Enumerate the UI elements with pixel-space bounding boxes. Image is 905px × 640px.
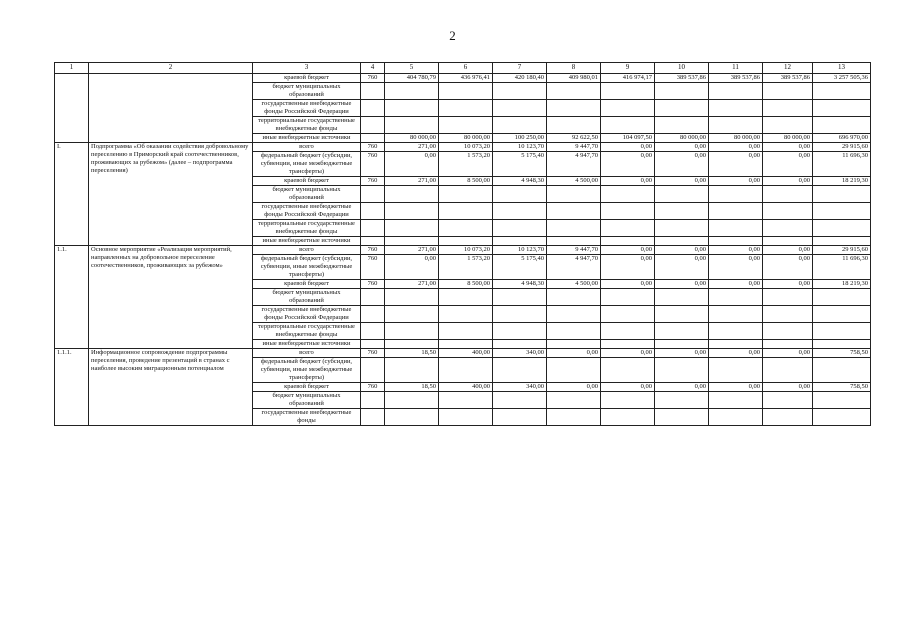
amount-cell: 8 500,00	[439, 280, 493, 289]
funding-source: краевой бюджет	[253, 383, 361, 392]
total-cell: 758,50	[813, 383, 871, 392]
amount-cell	[763, 289, 813, 306]
amount-cell: 420 180,40	[493, 74, 547, 83]
column-header: 6	[439, 63, 493, 74]
amount-cell	[439, 392, 493, 409]
amount-cell: 0,00	[547, 383, 601, 392]
amount-cell: 80 000,00	[763, 134, 813, 143]
amount-cell: 4 948,30	[493, 177, 547, 186]
amount-cell	[493, 323, 547, 340]
amount-cell	[385, 340, 439, 349]
amount-cell	[709, 186, 763, 203]
total-cell: 11 696,30	[813, 152, 871, 177]
total-cell	[813, 186, 871, 203]
amount-cell	[763, 203, 813, 220]
amount-cell	[385, 220, 439, 237]
amount-cell	[547, 306, 601, 323]
amount-cell	[439, 323, 493, 340]
amount-cell: 0,00	[385, 255, 439, 280]
amount-cell: 0,00	[763, 349, 813, 358]
column-header: 13	[813, 63, 871, 74]
amount-cell	[439, 100, 493, 117]
amount-cell	[385, 358, 439, 383]
amount-cell: 0,00	[655, 246, 709, 255]
amount-cell	[547, 220, 601, 237]
amount-cell: 0,00	[709, 246, 763, 255]
grbs-code: 760	[361, 246, 385, 255]
amount-cell: 340,00	[493, 349, 547, 358]
amount-cell	[439, 358, 493, 383]
amount-cell: 80 000,00	[439, 134, 493, 143]
amount-cell: 5 175,40	[493, 255, 547, 280]
amount-cell: 100 250,00	[493, 134, 547, 143]
amount-cell	[601, 323, 655, 340]
total-cell	[813, 340, 871, 349]
amount-cell: 416 974,17	[601, 74, 655, 83]
amount-cell: 409 980,01	[547, 74, 601, 83]
amount-cell: 0,00	[763, 143, 813, 152]
amount-cell: 0,00	[709, 255, 763, 280]
funding-source: территориальные государственные внебюджетные фонды	[253, 220, 361, 237]
amount-cell	[709, 117, 763, 134]
amount-cell: 389 537,86	[709, 74, 763, 83]
amount-cell	[493, 340, 547, 349]
total-cell	[813, 409, 871, 426]
grbs-code	[361, 220, 385, 237]
amount-cell: 4 947,70	[547, 152, 601, 177]
amount-cell: 0,00	[763, 152, 813, 177]
amount-cell: 0,00	[709, 383, 763, 392]
funding-source: бюджет муниципальных образований	[253, 289, 361, 306]
amount-cell	[763, 100, 813, 117]
amount-cell: 271,00	[385, 280, 439, 289]
row-title: Основное мероприятие «Реализация мероприятий, направленных на добровольное переселение соотечественников, проживающих за рубежом»	[89, 246, 253, 349]
table-row	[55, 349, 871, 358]
table-row	[55, 246, 871, 255]
total-cell: 758,50	[813, 349, 871, 358]
grbs-code	[361, 83, 385, 100]
amount-cell: 0,00	[601, 255, 655, 280]
amount-cell	[601, 117, 655, 134]
amount-cell: 0,00	[763, 246, 813, 255]
funding-source: краевой бюджет	[253, 280, 361, 289]
grbs-code: 760	[361, 152, 385, 177]
amount-cell	[601, 358, 655, 383]
amount-cell	[547, 83, 601, 100]
funding-source: государственные внебюджетные фонды	[253, 409, 361, 426]
funding-source: иные внебюджетные источники	[253, 237, 361, 246]
amount-cell: 389 537,86	[763, 74, 813, 83]
total-cell: 18 219,30	[813, 177, 871, 186]
funding-source: иные внебюджетные источники	[253, 134, 361, 143]
total-cell: 3 257 505,36	[813, 74, 871, 83]
amount-cell: 0,00	[601, 383, 655, 392]
amount-cell: 0,00	[709, 349, 763, 358]
grbs-code: 760	[361, 255, 385, 280]
row-title	[89, 74, 253, 143]
amount-cell	[601, 186, 655, 203]
amount-cell	[655, 83, 709, 100]
amount-cell: 436 976,41	[439, 74, 493, 83]
amount-cell	[493, 392, 547, 409]
amount-cell	[547, 358, 601, 383]
row-title: Подпрограмма «Об оказании содействия добровольному переселению в Приморский край соотечественников, проживающих за рубежом» (далее – подпрограмма переселения)	[89, 143, 253, 246]
page-number: 2	[449, 28, 456, 43]
amount-cell	[547, 340, 601, 349]
amount-cell: 271,00	[385, 246, 439, 255]
column-header-row	[55, 63, 871, 74]
amount-cell	[655, 237, 709, 246]
grbs-code	[361, 186, 385, 203]
amount-cell	[655, 306, 709, 323]
amount-cell	[439, 306, 493, 323]
amount-cell: 4 500,00	[547, 280, 601, 289]
amount-cell: 389 537,86	[655, 74, 709, 83]
total-cell	[813, 306, 871, 323]
amount-cell	[601, 409, 655, 426]
amount-cell	[547, 117, 601, 134]
grbs-code: 760	[361, 143, 385, 152]
funding-source: всего	[253, 246, 361, 255]
column-header: 4	[361, 63, 385, 74]
amount-cell	[385, 392, 439, 409]
amount-cell	[709, 323, 763, 340]
column-header: 8	[547, 63, 601, 74]
amount-cell: 0,00	[655, 152, 709, 177]
amount-cell	[655, 117, 709, 134]
amount-cell: 4 948,30	[493, 280, 547, 289]
amount-cell	[655, 220, 709, 237]
grbs-code: 760	[361, 74, 385, 83]
amount-cell	[493, 83, 547, 100]
total-cell	[813, 203, 871, 220]
amount-cell	[547, 289, 601, 306]
funding-source: федеральный бюджет (субсидии, субвенции, иные межбюджетные трансферты)	[253, 358, 361, 383]
amount-cell	[709, 306, 763, 323]
amount-cell: 0,00	[763, 280, 813, 289]
amount-cell: 10 123,70	[493, 246, 547, 255]
amount-cell	[439, 409, 493, 426]
table-body	[55, 74, 871, 426]
row-code: 1.1.	[55, 246, 89, 349]
amount-cell: 0,00	[763, 383, 813, 392]
amount-cell	[655, 323, 709, 340]
amount-cell	[547, 392, 601, 409]
grbs-code: 760	[361, 177, 385, 186]
total-cell	[813, 323, 871, 340]
column-header: 3	[253, 63, 361, 74]
amount-cell	[763, 83, 813, 100]
amount-cell: 18,50	[385, 349, 439, 358]
funding-source: государственные внебюджетные фонды Российской Федерации	[253, 100, 361, 117]
grbs-code	[361, 289, 385, 306]
table-row	[55, 143, 871, 152]
amount-cell	[709, 289, 763, 306]
column-header: 1	[55, 63, 89, 74]
grbs-code	[361, 134, 385, 143]
amount-cell	[655, 203, 709, 220]
column-header: 11	[709, 63, 763, 74]
total-cell	[813, 83, 871, 100]
amount-cell	[655, 186, 709, 203]
amount-cell: 0,00	[709, 280, 763, 289]
budget-table	[54, 62, 871, 426]
amount-cell: 10 073,20	[439, 246, 493, 255]
amount-cell: 404 780,79	[385, 74, 439, 83]
total-cell: 18 219,30	[813, 280, 871, 289]
amount-cell	[385, 409, 439, 426]
amount-cell	[493, 409, 547, 426]
total-cell	[813, 100, 871, 117]
total-cell	[813, 392, 871, 409]
amount-cell	[601, 340, 655, 349]
amount-cell	[439, 289, 493, 306]
grbs-code	[361, 100, 385, 117]
grbs-code: 760	[361, 383, 385, 392]
amount-cell	[601, 220, 655, 237]
funding-source: краевой бюджет	[253, 74, 361, 83]
amount-cell: 0,00	[601, 177, 655, 186]
amount-cell	[439, 203, 493, 220]
amount-cell	[763, 117, 813, 134]
amount-cell: 92 622,50	[547, 134, 601, 143]
amount-cell	[385, 100, 439, 117]
column-header: 2	[89, 63, 253, 74]
amount-cell	[763, 392, 813, 409]
amount-cell	[709, 203, 763, 220]
amount-cell	[601, 83, 655, 100]
amount-cell: 80 000,00	[385, 134, 439, 143]
amount-cell: 271,00	[385, 143, 439, 152]
amount-cell	[763, 306, 813, 323]
amount-cell: 340,00	[493, 383, 547, 392]
amount-cell	[601, 289, 655, 306]
amount-cell	[385, 237, 439, 246]
amount-cell	[709, 83, 763, 100]
funding-source: иные внебюджетные источники	[253, 340, 361, 349]
amount-cell: 104 097,50	[601, 134, 655, 143]
amount-cell	[601, 392, 655, 409]
total-cell	[813, 358, 871, 383]
grbs-code	[361, 203, 385, 220]
amount-cell: 4 947,70	[547, 255, 601, 280]
amount-cell	[439, 237, 493, 246]
grbs-code	[361, 117, 385, 134]
amount-cell: 0,00	[655, 255, 709, 280]
grbs-code	[361, 358, 385, 383]
funding-source: бюджет муниципальных образований	[253, 83, 361, 100]
row-title: Информационное сопровождение подпрограммы переселения, проведение презентаций в странах с наиболее высоким миграционным потенциалом	[89, 349, 253, 426]
amount-cell: 1 573,20	[439, 152, 493, 177]
amount-cell: 10 123,70	[493, 143, 547, 152]
amount-cell	[493, 358, 547, 383]
grbs-code	[361, 392, 385, 409]
amount-cell	[385, 306, 439, 323]
amount-cell: 0,00	[763, 177, 813, 186]
column-header: 9	[601, 63, 655, 74]
amount-cell: 0,00	[547, 349, 601, 358]
amount-cell: 0,00	[601, 152, 655, 177]
row-code: I.	[55, 143, 89, 246]
column-header: 5	[385, 63, 439, 74]
column-header: 12	[763, 63, 813, 74]
amount-cell	[493, 237, 547, 246]
amount-cell	[493, 306, 547, 323]
amount-cell	[763, 358, 813, 383]
column-header: 10	[655, 63, 709, 74]
amount-cell: 400,00	[439, 349, 493, 358]
amount-cell	[547, 203, 601, 220]
amount-cell	[763, 409, 813, 426]
amount-cell	[547, 409, 601, 426]
row-code	[55, 74, 89, 143]
amount-cell: 0,00	[709, 152, 763, 177]
amount-cell	[709, 100, 763, 117]
total-cell: 29 915,60	[813, 246, 871, 255]
amount-cell	[547, 237, 601, 246]
amount-cell: 0,00	[601, 349, 655, 358]
amount-cell: 0,00	[655, 280, 709, 289]
amount-cell	[655, 409, 709, 426]
amount-cell: 271,00	[385, 177, 439, 186]
funding-source: государственные внебюджетные фонды Российской Федерации	[253, 306, 361, 323]
amount-cell	[655, 392, 709, 409]
amount-cell	[547, 323, 601, 340]
amount-cell	[709, 358, 763, 383]
funding-source: федеральный бюджет (субсидии, субвенции, иные межбюджетные трансферты)	[253, 152, 361, 177]
amount-cell: 4 500,00	[547, 177, 601, 186]
amount-cell	[655, 340, 709, 349]
funding-source: бюджет муниципальных образований	[253, 392, 361, 409]
amount-cell: 80 000,00	[709, 134, 763, 143]
amount-cell	[601, 100, 655, 117]
grbs-code	[361, 306, 385, 323]
grbs-code	[361, 237, 385, 246]
amount-cell: 8 500,00	[439, 177, 493, 186]
amount-cell	[385, 186, 439, 203]
amount-cell	[709, 392, 763, 409]
funding-source: краевой бюджет	[253, 177, 361, 186]
amount-cell	[763, 237, 813, 246]
amount-cell: 0,00	[655, 349, 709, 358]
total-cell: 696 970,00	[813, 134, 871, 143]
funding-source: всего	[253, 143, 361, 152]
amount-cell: 400,00	[439, 383, 493, 392]
grbs-code	[361, 340, 385, 349]
total-cell	[813, 289, 871, 306]
amount-cell: 0,00	[655, 177, 709, 186]
amount-cell: 0,00	[601, 280, 655, 289]
amount-cell	[439, 340, 493, 349]
amount-cell	[763, 323, 813, 340]
amount-cell: 0,00	[655, 143, 709, 152]
amount-cell: 9 447,70	[547, 246, 601, 255]
amount-cell	[655, 289, 709, 306]
amount-cell	[655, 358, 709, 383]
amount-cell: 0,00	[601, 143, 655, 152]
amount-cell	[763, 340, 813, 349]
funding-source: бюджет муниципальных образований	[253, 186, 361, 203]
amount-cell	[709, 237, 763, 246]
amount-cell	[439, 186, 493, 203]
funding-source: государственные внебюджетные фонды Российской Федерации	[253, 203, 361, 220]
amount-cell	[709, 220, 763, 237]
amount-cell	[385, 289, 439, 306]
funding-source: территориальные государственные внебюджетные фонды	[253, 117, 361, 134]
total-cell	[813, 117, 871, 134]
amount-cell	[385, 83, 439, 100]
amount-cell: 80 000,00	[655, 134, 709, 143]
amount-cell: 0,00	[601, 246, 655, 255]
column-header: 7	[493, 63, 547, 74]
grbs-code: 760	[361, 349, 385, 358]
amount-cell: 0,00	[655, 383, 709, 392]
amount-cell	[385, 117, 439, 134]
amount-cell	[439, 83, 493, 100]
amount-cell	[547, 100, 601, 117]
amount-cell: 9 447,70	[547, 143, 601, 152]
funding-source: федеральный бюджет (субсидии, субвенции, иные межбюджетные трансферты)	[253, 255, 361, 280]
amount-cell	[763, 186, 813, 203]
amount-cell: 0,00	[385, 152, 439, 177]
amount-cell: 0,00	[763, 255, 813, 280]
amount-cell: 5 175,40	[493, 152, 547, 177]
amount-cell	[385, 203, 439, 220]
amount-cell	[601, 237, 655, 246]
funding-source: всего	[253, 349, 361, 358]
funding-source: территориальные государственные внебюджетные фонды	[253, 323, 361, 340]
row-code: 1.1.1.	[55, 349, 89, 426]
amount-cell: 0,00	[709, 177, 763, 186]
amount-cell	[439, 117, 493, 134]
total-cell	[813, 237, 871, 246]
amount-cell	[655, 100, 709, 117]
table-row	[55, 74, 871, 83]
amount-cell	[493, 289, 547, 306]
total-cell: 11 696,30	[813, 255, 871, 280]
amount-cell	[493, 186, 547, 203]
amount-cell	[439, 220, 493, 237]
amount-cell	[709, 409, 763, 426]
amount-cell	[601, 203, 655, 220]
amount-cell: 0,00	[709, 143, 763, 152]
amount-cell: 18,50	[385, 383, 439, 392]
amount-cell	[493, 203, 547, 220]
amount-cell	[385, 323, 439, 340]
total-cell	[813, 220, 871, 237]
amount-cell	[493, 220, 547, 237]
grbs-code	[361, 323, 385, 340]
amount-cell	[763, 220, 813, 237]
total-cell: 29 915,60	[813, 143, 871, 152]
amount-cell	[547, 186, 601, 203]
grbs-code: 760	[361, 280, 385, 289]
amount-cell: 1 573,20	[439, 255, 493, 280]
amount-cell	[601, 306, 655, 323]
grbs-code	[361, 409, 385, 426]
amount-cell	[493, 117, 547, 134]
amount-cell	[709, 340, 763, 349]
amount-cell: 10 073,20	[439, 143, 493, 152]
amount-cell	[493, 100, 547, 117]
